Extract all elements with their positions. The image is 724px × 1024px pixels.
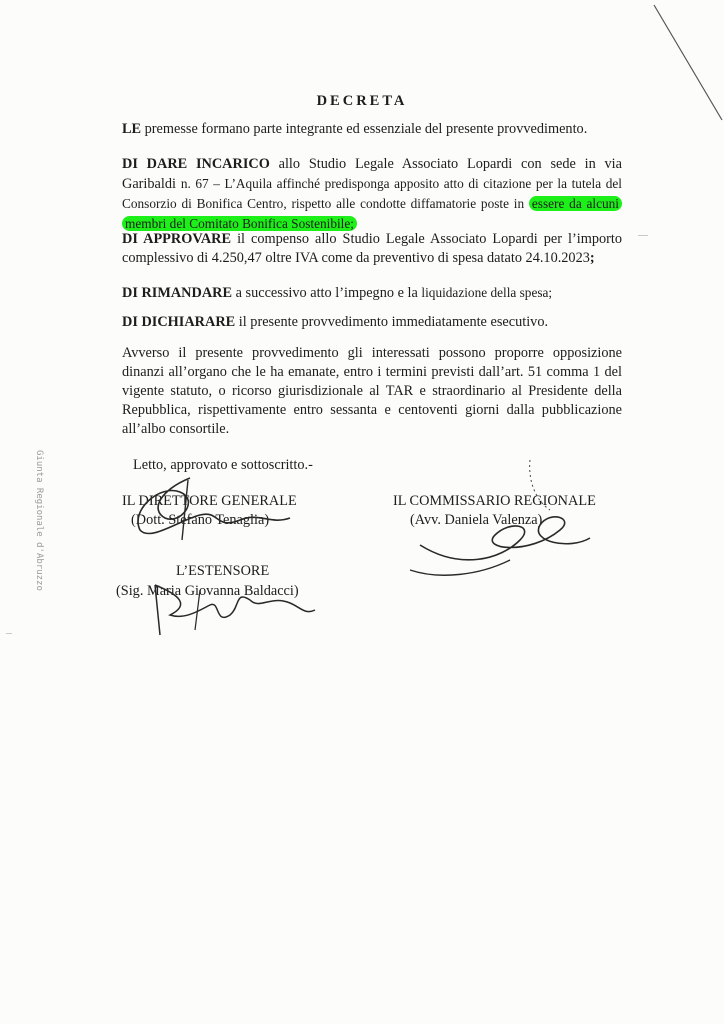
paragraph-text-small: liquidazione della spesa; — [421, 285, 553, 300]
director-name: (Dott. Stefano Tenaglia) — [131, 512, 270, 528]
side-stamp: Giunta Regionale d'Abruzzo — [34, 450, 44, 591]
highlighted-text: essere da alcuni membri del Comitato Bonifica Sostenibile; — [122, 196, 622, 231]
lead-word: DI RIMANDARE — [122, 285, 233, 301]
paragraph-approvare — [122, 230, 622, 268]
lead-word: LE — [122, 121, 142, 137]
paragraph-text: allo Studio Legale Associato Lopardi con sede in via Garibaldi — [122, 156, 622, 192]
paragraph-text: il presente provvedimento immediatamente esecutivo. — [235, 314, 549, 330]
paragraph-rimandare — [122, 283, 622, 303]
paragraph-end: ; — [589, 250, 595, 266]
paragraph-text-small: n. 67 – L’Aquila affinché predisponga apposito atto di citazione per la tutela del Consorzio di Bonifica Centro, rispetto alle condotte diffamatorie poste in — [122, 176, 622, 211]
paragraph-incarico — [122, 155, 622, 234]
lead-word: DI APPROVARE — [122, 231, 232, 247]
director-role: IL DIRETTORE GENERALE — [122, 493, 297, 509]
paragraph-avverso — [122, 344, 622, 439]
commissioner-role: IL COMMISSARIO REGIONALE — [393, 493, 596, 509]
paragraph-text: il compenso allo Studio Legale Associato Lopardi per l’importo complessivo di 4.250,47 oltre IVA come da preventivo di spesa datato 24.10.2023 — [122, 231, 623, 266]
page-heading: DECRETA — [316, 93, 408, 109]
director-signature — [120, 470, 300, 550]
paragraph-dichiarare — [122, 313, 622, 332]
scan-corner-mark — [644, 0, 724, 130]
commissioner-name: (Avv. Daniela Valenza) — [410, 512, 543, 528]
paragraph-premesse — [122, 120, 622, 139]
writer-signature — [140, 575, 320, 645]
commissioner-signature — [400, 450, 600, 580]
paragraph-text: a successivo atto l’impegno e la — [232, 285, 422, 301]
lead-word: DI DICHIARARE — [122, 314, 236, 330]
writer-name: (Sig. Maria Giovanna Baldacci) — [116, 583, 299, 599]
writer-role: L’ESTENSORE — [176, 563, 270, 579]
approval-line: Letto, approvato e sottoscritto.- — [133, 457, 313, 473]
paragraph-text: Avverso il presente provvedimento gli interessati possono proporre opposizione dinanzi all’organo che le ha emanate, entro i termini previsti dall’art. 51 comma 1 del vigente statuto, o ricorso giurisdizionale al TAR e straordinario al Presidente della Repubblica, rispettivamente entro sessanta e centoventi giorni dalla pubblicazione all’albo consortile. — [122, 345, 622, 437]
scan-mark — [638, 235, 648, 236]
lead-word: DI DARE INCARICO — [122, 156, 270, 172]
scan-mark — [6, 633, 12, 634]
paragraph-text: premesse formano parte integrante ed essenziale del presente provvedimento. — [141, 121, 588, 137]
